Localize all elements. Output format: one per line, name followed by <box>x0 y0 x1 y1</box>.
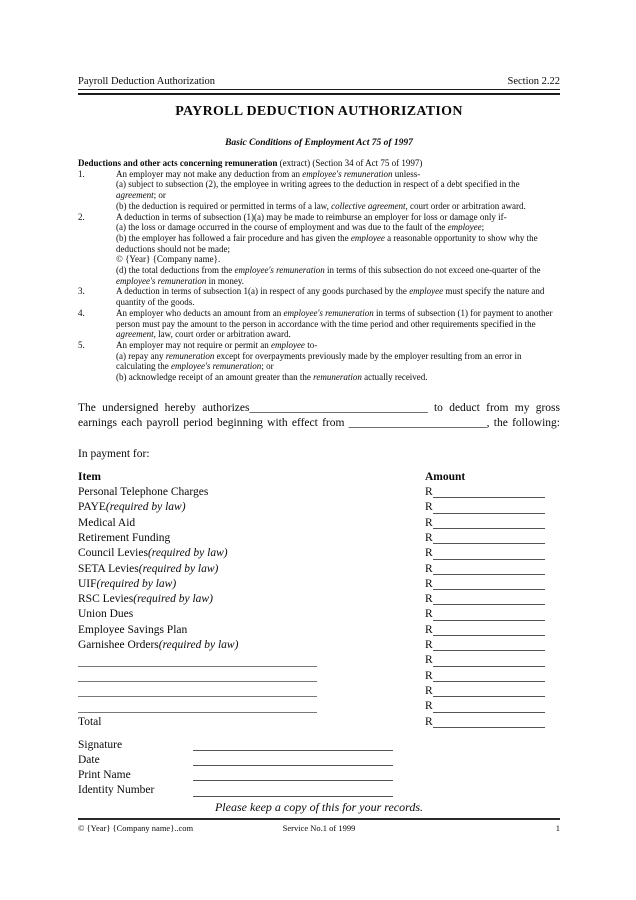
running-header <box>78 76 560 88</box>
clause-paragraph: (b) the employer has followed a fair procedure and has given the employee a reasonable opportunity to show why the deductions should not be made; <box>116 232 538 254</box>
table-row-blank <box>78 653 560 668</box>
footer-service-number: Service No.1 of 1999 <box>282 822 356 833</box>
signature-row <box>78 783 560 798</box>
amount-blank-line <box>433 500 545 513</box>
signature-row <box>78 753 560 768</box>
currency-prefix: R <box>425 577 433 590</box>
running-header-title: Payroll Deduction Authorization <box>78 76 216 87</box>
legal-clause <box>78 212 560 287</box>
currency-prefix: R <box>425 654 433 667</box>
currency-prefix: R <box>425 623 433 636</box>
authorization-line: The undersigned hereby authorizes_______________________________ to deduct from my gross <box>78 401 560 414</box>
deduction-items-table <box>78 470 560 730</box>
legal-extract <box>78 158 560 383</box>
clause-number: 4. <box>78 307 85 318</box>
amount-blank-line <box>433 653 545 666</box>
document-title: PAYROLL DEDUCTION AUTHORIZATION <box>175 104 463 119</box>
clause-paragraph: An employer who deducts an amount from an employee's remuneration in terms of subsection (1) for payment to another person must pay the amount to the person in accordance with the time period and other requirements specified in the agreement, law, court order or arbitration award. <box>116 307 553 340</box>
currency-prefix: R <box>425 639 433 652</box>
clause-number: 2. <box>78 211 85 222</box>
table-row <box>78 577 560 592</box>
item-label: RSC Levies (required by law) <box>78 593 213 606</box>
currency-prefix: R <box>425 593 433 606</box>
amount-blank-line <box>433 638 545 651</box>
amount-blank-line <box>433 623 545 636</box>
item-blank-line <box>78 684 317 697</box>
amount-blank-line <box>433 516 545 529</box>
print-name-blank-line <box>193 768 393 781</box>
table-row-blank <box>78 699 560 714</box>
records-note: Please keep a copy of this for your records. <box>214 799 424 814</box>
amount-blank-line <box>433 531 545 544</box>
header-rule <box>78 89 560 95</box>
clause-paragraph: A deduction in terms of subsection (1)(a) may be made to reimburse an employer for loss or damage only if- <box>116 211 507 222</box>
legal-heading: Deductions and other acts concerning remuneration (extract) (Section 34 of Act 75 of 1997) <box>78 158 423 168</box>
currency-prefix: R <box>425 608 433 621</box>
clause-paragraph: (b) the deduction is required or permitted in terms of a law, collective agreement, court order or arbitration award. <box>116 200 526 211</box>
table-header-row <box>78 470 560 485</box>
item-label: Council Levies (required by law) <box>78 547 228 560</box>
identity-number-label: Identity Number <box>78 784 155 797</box>
signature-blank-line <box>193 738 393 751</box>
item-label: SETA Levies (required by law) <box>78 562 219 575</box>
signature-label: Signature <box>78 738 123 751</box>
table-total-row <box>78 715 560 730</box>
item-column-header: Item <box>78 470 101 483</box>
currency-prefix: R <box>425 501 433 514</box>
table-row <box>78 592 560 607</box>
payment-for-label: In payment for: <box>78 447 150 460</box>
legal-clause <box>78 169 560 212</box>
item-label: Personal Telephone Charges <box>78 486 209 499</box>
total-label: Total <box>78 715 102 728</box>
table-row <box>78 485 560 500</box>
currency-prefix: R <box>425 531 433 544</box>
clause-number: 1. <box>78 168 85 179</box>
clause-paragraph: (a) subject to subsection (2), the employee in writing agrees to the deduction in respect of a debt specified in the agreement; or <box>116 179 520 201</box>
table-row <box>78 607 560 622</box>
item-blank-line <box>78 669 317 682</box>
currency-prefix: R <box>425 684 433 697</box>
table-row <box>78 638 560 653</box>
clause-number: 5. <box>78 339 85 350</box>
table-row-blank <box>78 684 560 699</box>
clause-paragraph: A deduction in terms of subsection 1(a) in respect of any goods purchased by the employee must specify the nature and quantity of the goods. <box>116 286 545 308</box>
amount-blank-line <box>433 562 545 575</box>
item-label: Garnishee Orders (required by law) <box>78 639 239 652</box>
date-blank-line <box>193 753 393 766</box>
amount-column-header: Amount <box>425 470 466 483</box>
footer-rule <box>78 818 560 820</box>
table-row <box>78 546 560 561</box>
clause-paragraph: (a) repay any remuneration except for overpayments previously made by the employer resulting from an error in calculating the employee's remuneration; or <box>116 350 522 372</box>
item-label: Retirement Funding <box>78 531 171 544</box>
amount-blank-line <box>433 669 545 682</box>
page-footer <box>78 823 560 834</box>
amount-blank-line <box>433 592 545 605</box>
footer-copyright: © {Year} {Company name}..com <box>78 822 194 833</box>
table-row <box>78 500 560 515</box>
table-row <box>78 531 560 546</box>
item-label: Employee Savings Plan <box>78 623 188 636</box>
currency-prefix: R <box>425 486 433 499</box>
currency-prefix: R <box>425 715 433 728</box>
clause-paragraph: An employer may not make any deduction from an employee's remuneration unless- <box>116 168 421 179</box>
currency-prefix: R <box>425 547 433 560</box>
item-blank-line <box>78 699 317 712</box>
amount-blank-line <box>433 684 545 697</box>
amount-blank-line <box>433 699 545 712</box>
item-label: PAYE (required by law) <box>78 501 186 514</box>
item-label: UIF (required by law) <box>78 577 177 590</box>
table-row <box>78 562 560 577</box>
table-row <box>78 623 560 638</box>
table-row <box>78 516 560 531</box>
signature-row <box>78 768 560 783</box>
footer-page-number: 1 <box>555 822 561 833</box>
currency-prefix: R <box>425 700 433 713</box>
legal-clause <box>78 340 560 383</box>
amount-blank-line <box>433 715 545 728</box>
signature-row <box>78 738 560 753</box>
authorization-line: earnings each payroll period beginning with effect from ________________________, the following: <box>78 416 560 429</box>
clause-paragraph: An employer may not require or permit an employee to- <box>116 339 318 350</box>
document-subtitle: Basic Conditions of Employment Act 75 of 1997 <box>225 138 413 148</box>
clause-paragraph: (a) the loss or damage occurred in the course of employment and was due to the fault of the employee; <box>116 222 485 233</box>
date-label: Date <box>78 754 100 766</box>
amount-blank-line <box>433 485 545 498</box>
amount-blank-line <box>433 546 545 559</box>
signature-block <box>78 738 560 799</box>
legal-clause <box>78 286 560 307</box>
clause-paragraph: (b) acknowledge receipt of an amount greater than the remuneration actually received. <box>116 372 428 383</box>
clause-paragraph: (d) the total deductions from the employee's remuneration in terms of this subsection do not exceed one-quarter of the employee's remuneration in money. <box>116 265 541 286</box>
currency-prefix: R <box>425 669 433 682</box>
table-row-blank <box>78 669 560 684</box>
amount-blank-line <box>433 607 545 620</box>
currency-prefix: R <box>425 562 433 575</box>
running-header-section: Section 2.22 <box>507 76 560 87</box>
authorization-statement <box>78 401 560 431</box>
item-label: Medical Aid <box>78 516 136 529</box>
item-label: Union Dues <box>78 608 134 621</box>
amount-blank-line <box>433 577 545 590</box>
print-name-label: Print Name <box>78 769 131 782</box>
clause-paragraph: © {Year} {Company name}. <box>116 254 221 265</box>
identity-number-blank-line <box>193 783 393 796</box>
legal-clause <box>78 308 560 340</box>
currency-prefix: R <box>425 516 433 529</box>
clause-number: 3. <box>78 286 85 297</box>
item-blank-line <box>78 653 317 666</box>
